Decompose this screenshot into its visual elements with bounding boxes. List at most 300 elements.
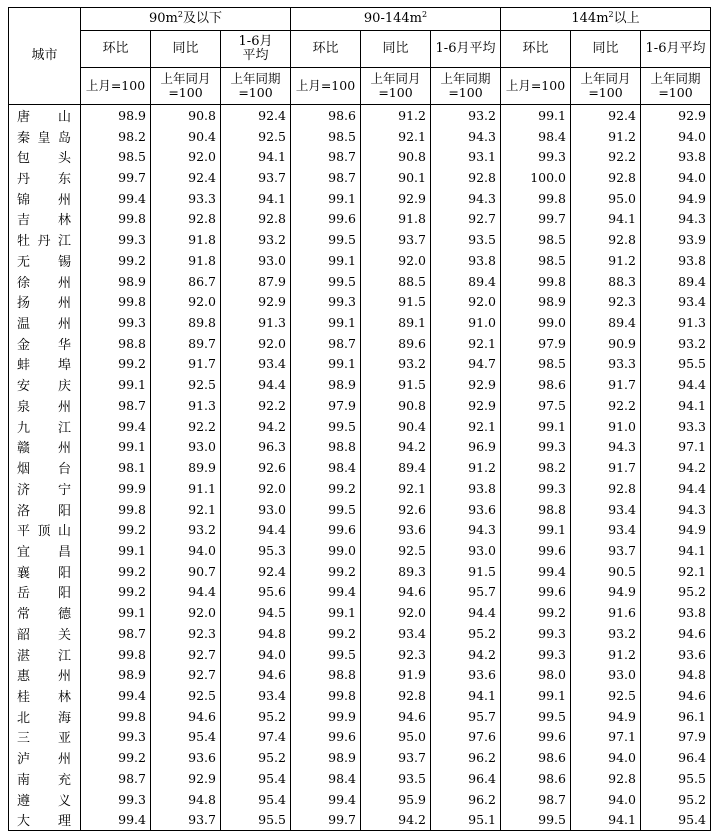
index-value: 99.2 [81, 561, 151, 582]
index-value: 99.8 [291, 685, 361, 706]
index-value: 92.2 [221, 395, 291, 416]
index-value: 93.4 [221, 685, 291, 706]
city-name: 北 海 [9, 706, 81, 727]
index-value: 94.1 [641, 540, 711, 561]
index-value: 97.1 [641, 437, 711, 458]
index-value: 98.9 [291, 374, 361, 395]
index-value: 98.5 [501, 354, 571, 375]
index-value: 89.6 [361, 333, 431, 354]
city-name: 泸 州 [9, 747, 81, 768]
index-value: 92.8 [221, 209, 291, 230]
index-value: 96.3 [221, 437, 291, 458]
index-value: 93.5 [361, 768, 431, 789]
base-column-header [151, 68, 221, 105]
index-value: 95.7 [431, 582, 501, 603]
table-row [9, 126, 711, 147]
city-name: 常 德 [9, 602, 81, 623]
city-name: 吉 林 [9, 209, 81, 230]
index-value: 99.5 [291, 229, 361, 250]
index-value: 94.2 [361, 437, 431, 458]
index-value: 99.3 [81, 789, 151, 810]
index-value: 92.5 [151, 374, 221, 395]
index-value: 99.5 [291, 644, 361, 665]
group-label-sup: 2 [608, 10, 614, 19]
index-value: 98.9 [81, 105, 151, 126]
index-value: 94.2 [431, 644, 501, 665]
index-value: 96.2 [431, 747, 501, 768]
index-value: 99.1 [501, 685, 571, 706]
index-value: 93.3 [641, 416, 711, 437]
index-value: 99.6 [291, 209, 361, 230]
index-value: 99.8 [81, 706, 151, 727]
group-label: 90-144m [363, 11, 422, 26]
index-value: 89.1 [361, 312, 431, 333]
index-value: 92.1 [361, 126, 431, 147]
index-value: 98.7 [291, 167, 361, 188]
price-index-table [8, 7, 711, 831]
index-value: 94.1 [571, 209, 641, 230]
index-value: 88.3 [571, 271, 641, 292]
table-row [9, 747, 711, 768]
index-value: 97.5 [501, 395, 571, 416]
index-value: 99.2 [81, 250, 151, 271]
index-value: 94.0 [571, 747, 641, 768]
table-row [9, 250, 711, 271]
sub-column-label: 环比 [102, 41, 129, 56]
index-value: 92.2 [571, 146, 641, 167]
city-name: 桂 林 [9, 685, 81, 706]
index-value: 99.7 [501, 209, 571, 230]
group-label-tail: 以上 [613, 11, 640, 26]
index-value: 95.3 [221, 540, 291, 561]
index-value: 91.8 [151, 250, 221, 271]
sub-column-label: 环比 [522, 41, 549, 56]
sub-column-header [641, 31, 711, 68]
index-value: 93.6 [361, 519, 431, 540]
sub-column-header [431, 31, 501, 68]
index-value: 99.3 [81, 727, 151, 748]
index-value: 92.4 [571, 105, 641, 126]
index-value: 99.6 [501, 540, 571, 561]
index-value: 89.4 [431, 271, 501, 292]
index-value: 97.9 [501, 333, 571, 354]
index-value: 93.7 [361, 747, 431, 768]
index-value: 98.7 [81, 768, 151, 789]
index-value: 92.2 [571, 395, 641, 416]
base-column-header [291, 68, 361, 105]
index-value: 99.2 [81, 354, 151, 375]
index-value: 99.8 [81, 644, 151, 665]
index-value: 99.4 [81, 188, 151, 209]
index-value: 96.4 [641, 747, 711, 768]
city-name: 牡 丹 江 [9, 229, 81, 250]
city-name: 扬 州 [9, 291, 81, 312]
base-label: 上年同期 [650, 71, 701, 86]
index-value: 99.3 [81, 229, 151, 250]
index-value: 94.3 [641, 499, 711, 520]
table-row [9, 727, 711, 748]
index-value: 99.4 [501, 561, 571, 582]
group-label: 90m [149, 11, 178, 26]
index-value: 91.0 [571, 416, 641, 437]
table-row [9, 644, 711, 665]
index-value: 93.4 [221, 354, 291, 375]
base-label: 上年同期 [230, 71, 281, 86]
index-value: 94.4 [431, 602, 501, 623]
table-row [9, 333, 711, 354]
index-value: 99.1 [291, 354, 361, 375]
index-value: 98.7 [501, 789, 571, 810]
index-value: 92.0 [431, 291, 501, 312]
index-value: 95.1 [431, 809, 501, 830]
index-value: 99.3 [501, 623, 571, 644]
sub-column-header [501, 31, 571, 68]
index-value: 91.3 [151, 395, 221, 416]
index-value: 99.2 [81, 747, 151, 768]
index-value: 98.4 [291, 768, 361, 789]
index-value: 99.3 [81, 312, 151, 333]
index-value: 92.1 [431, 333, 501, 354]
index-value: 99.8 [81, 209, 151, 230]
index-value: 94.6 [221, 664, 291, 685]
base-column-header [361, 68, 431, 105]
index-value: 89.9 [151, 457, 221, 478]
index-value: 93.4 [571, 519, 641, 540]
sub-column-header [81, 31, 151, 68]
index-value: 90.4 [361, 416, 431, 437]
index-value: 94.1 [221, 146, 291, 167]
index-value: 99.1 [291, 250, 361, 271]
city-name: 济 宁 [9, 478, 81, 499]
index-value: 99.3 [501, 478, 571, 499]
index-value: 92.8 [151, 209, 221, 230]
index-value: 91.3 [221, 312, 291, 333]
index-value: 99.0 [501, 312, 571, 333]
index-value: 95.2 [431, 623, 501, 644]
index-value: 92.1 [361, 478, 431, 499]
index-value: 90.4 [151, 126, 221, 147]
index-value: 94.9 [641, 519, 711, 540]
index-value: 95.2 [641, 789, 711, 810]
index-value: 99.0 [291, 540, 361, 561]
city-name: 泉 州 [9, 395, 81, 416]
index-value: 99.3 [501, 644, 571, 665]
index-value: 91.6 [571, 602, 641, 623]
table-row [9, 706, 711, 727]
group-header-mid-area [291, 8, 501, 31]
table-row [9, 519, 711, 540]
index-value: 98.4 [501, 126, 571, 147]
index-value: 94.2 [361, 809, 431, 830]
table-body [9, 105, 711, 831]
city-name: 金 华 [9, 333, 81, 354]
base-label-line2: =100 [168, 85, 203, 100]
index-value: 91.2 [571, 250, 641, 271]
index-value: 94.3 [431, 126, 501, 147]
index-value: 94.4 [641, 478, 711, 499]
base-label-line2: =100 [658, 85, 693, 100]
index-value: 93.4 [361, 623, 431, 644]
table-row [9, 768, 711, 789]
index-value: 94.3 [571, 437, 641, 458]
index-value: 89.4 [641, 271, 711, 292]
index-value: 92.9 [361, 188, 431, 209]
table-row [9, 561, 711, 582]
city-name: 南 充 [9, 768, 81, 789]
index-value: 92.3 [361, 644, 431, 665]
index-value: 92.6 [221, 457, 291, 478]
index-value: 95.0 [361, 727, 431, 748]
index-value: 92.9 [641, 105, 711, 126]
index-value: 93.5 [431, 229, 501, 250]
city-name: 大 理 [9, 809, 81, 830]
index-value: 95.2 [221, 706, 291, 727]
index-value: 92.9 [151, 768, 221, 789]
base-label: 上年同月 [370, 71, 421, 86]
index-value: 98.7 [81, 623, 151, 644]
index-value: 96.2 [431, 789, 501, 810]
index-value: 98.7 [291, 333, 361, 354]
base-label: 上月=100 [505, 78, 566, 93]
base-label: 上月=100 [295, 78, 356, 93]
index-value: 98.7 [291, 146, 361, 167]
index-value: 95.4 [221, 789, 291, 810]
index-value: 99.5 [291, 499, 361, 520]
index-value: 93.2 [571, 623, 641, 644]
index-value: 92.0 [221, 333, 291, 354]
index-value: 93.2 [361, 354, 431, 375]
index-value: 93.2 [641, 333, 711, 354]
table-row [9, 188, 711, 209]
index-value: 98.2 [81, 126, 151, 147]
index-value: 93.8 [641, 250, 711, 271]
sub-column-label: 同比 [592, 41, 619, 56]
index-value: 98.5 [81, 146, 151, 167]
index-value: 93.0 [571, 664, 641, 685]
index-value: 94.1 [431, 685, 501, 706]
city-name: 岳 阳 [9, 582, 81, 603]
index-value: 92.1 [151, 499, 221, 520]
index-value: 94.6 [361, 706, 431, 727]
index-value: 99.1 [501, 105, 571, 126]
index-value: 99.3 [291, 291, 361, 312]
city-name: 蚌 埠 [9, 354, 81, 375]
index-value: 93.0 [221, 250, 291, 271]
city-name: 襄 阳 [9, 561, 81, 582]
group-label-sup: 2 [177, 10, 183, 19]
index-value: 94.4 [641, 374, 711, 395]
index-value: 98.1 [81, 457, 151, 478]
index-value: 99.2 [291, 561, 361, 582]
index-value: 94.0 [151, 540, 221, 561]
sub-column-header [221, 31, 291, 68]
index-value: 94.6 [641, 623, 711, 644]
index-value: 93.6 [431, 499, 501, 520]
index-value: 99.2 [501, 602, 571, 623]
index-value: 99.8 [81, 499, 151, 520]
index-value: 98.5 [501, 250, 571, 271]
index-value: 92.5 [221, 126, 291, 147]
index-value: 94.4 [221, 374, 291, 395]
header-sub-row [9, 31, 711, 68]
index-value: 99.4 [81, 416, 151, 437]
index-value: 92.7 [151, 664, 221, 685]
sub-column-label: 1-6月 [238, 34, 273, 49]
group-header-large-area [501, 8, 711, 31]
index-value: 92.5 [151, 685, 221, 706]
index-value: 99.2 [81, 582, 151, 603]
table-row [9, 540, 711, 561]
city-name: 安 庆 [9, 374, 81, 395]
index-value: 94.3 [431, 188, 501, 209]
index-value: 91.8 [151, 229, 221, 250]
city-name: 洛 阳 [9, 499, 81, 520]
index-value: 96.4 [431, 768, 501, 789]
index-value: 98.6 [501, 747, 571, 768]
header-base-row [9, 68, 711, 105]
index-value: 92.8 [431, 167, 501, 188]
index-value: 93.6 [641, 644, 711, 665]
table-row [9, 105, 711, 126]
index-value: 94.6 [361, 582, 431, 603]
city-name: 遵 义 [9, 789, 81, 810]
base-label: 上年同月 [580, 71, 631, 86]
index-value: 94.1 [221, 188, 291, 209]
table-row [9, 167, 711, 188]
index-value: 94.8 [221, 623, 291, 644]
index-value: 90.5 [571, 561, 641, 582]
base-column-header [571, 68, 641, 105]
index-value: 92.1 [641, 561, 711, 582]
city-name: 惠 州 [9, 664, 81, 685]
index-value: 88.5 [361, 271, 431, 292]
index-value: 99.1 [291, 312, 361, 333]
base-label-line2: =100 [378, 85, 413, 100]
index-value: 93.6 [151, 747, 221, 768]
index-value: 90.7 [151, 561, 221, 582]
index-value: 92.0 [151, 291, 221, 312]
table-row [9, 457, 711, 478]
index-value: 99.6 [291, 519, 361, 540]
index-value: 97.4 [221, 727, 291, 748]
index-value: 99.2 [291, 478, 361, 499]
index-value: 94.9 [641, 188, 711, 209]
index-value: 99.4 [81, 809, 151, 830]
index-value: 93.8 [641, 602, 711, 623]
base-column-header [501, 68, 571, 105]
table-row [9, 685, 711, 706]
index-value: 95.2 [641, 582, 711, 603]
sub-column-label: 同比 [382, 41, 409, 56]
city-name: 九 江 [9, 416, 81, 437]
table-row [9, 416, 711, 437]
base-label-line2: =100 [588, 85, 623, 100]
city-name: 无 锡 [9, 250, 81, 271]
index-value: 93.4 [641, 291, 711, 312]
index-value: 90.8 [361, 395, 431, 416]
index-value: 98.2 [501, 457, 571, 478]
group-label: 144m [571, 11, 609, 26]
index-value: 92.9 [431, 374, 501, 395]
table-row [9, 789, 711, 810]
table-header [9, 8, 711, 105]
index-value: 92.6 [361, 499, 431, 520]
index-value: 99.3 [501, 146, 571, 167]
index-value: 91.0 [431, 312, 501, 333]
index-value: 92.5 [571, 685, 641, 706]
table-row [9, 478, 711, 499]
index-value: 99.5 [291, 416, 361, 437]
index-value: 98.4 [291, 457, 361, 478]
city-name: 湛 江 [9, 644, 81, 665]
city-column-header: 城市 [9, 8, 81, 105]
base-label-line2: =100 [238, 85, 273, 100]
sub-column-label: 1-6月平均 [645, 41, 706, 56]
index-value: 93.8 [431, 478, 501, 499]
city-name: 包 头 [9, 146, 81, 167]
index-value: 91.2 [571, 126, 641, 147]
index-value: 95.4 [151, 727, 221, 748]
index-value: 93.4 [571, 499, 641, 520]
index-value: 94.2 [641, 457, 711, 478]
index-value: 99.2 [291, 623, 361, 644]
index-value: 98.6 [501, 768, 571, 789]
index-value: 94.6 [641, 685, 711, 706]
index-value: 99.1 [81, 437, 151, 458]
table-row [9, 229, 711, 250]
index-value: 93.7 [151, 809, 221, 830]
index-value: 99.3 [501, 437, 571, 458]
table-row [9, 623, 711, 644]
index-value: 94.5 [221, 602, 291, 623]
price-index-table-container [8, 7, 711, 831]
base-column-header [81, 68, 151, 105]
city-name: 温 州 [9, 312, 81, 333]
index-value: 99.9 [291, 706, 361, 727]
index-value: 92.8 [361, 685, 431, 706]
index-value: 93.0 [151, 437, 221, 458]
index-value: 91.2 [571, 644, 641, 665]
index-value: 92.8 [571, 167, 641, 188]
index-value: 98.8 [291, 664, 361, 685]
table-row [9, 499, 711, 520]
index-value: 94.2 [221, 416, 291, 437]
index-value: 99.7 [81, 167, 151, 188]
index-value: 92.3 [571, 291, 641, 312]
index-value: 92.0 [221, 478, 291, 499]
index-value: 94.0 [571, 789, 641, 810]
index-value: 99.7 [291, 809, 361, 830]
index-value: 99.4 [291, 789, 361, 810]
index-value: 99.1 [501, 519, 571, 540]
index-value: 92.7 [151, 644, 221, 665]
index-value: 94.3 [431, 519, 501, 540]
index-value: 99.1 [81, 374, 151, 395]
index-value: 99.5 [501, 809, 571, 830]
index-value: 98.6 [501, 374, 571, 395]
index-value: 93.0 [431, 540, 501, 561]
table-row [9, 582, 711, 603]
index-value: 91.8 [361, 209, 431, 230]
index-value: 92.0 [361, 250, 431, 271]
index-value: 90.8 [361, 146, 431, 167]
city-name: 锦 州 [9, 188, 81, 209]
index-value: 94.7 [431, 354, 501, 375]
index-value: 95.7 [431, 706, 501, 727]
sub-column-label-line2: 平均 [242, 48, 269, 63]
index-value: 90.8 [151, 105, 221, 126]
sub-column-header [151, 31, 221, 68]
